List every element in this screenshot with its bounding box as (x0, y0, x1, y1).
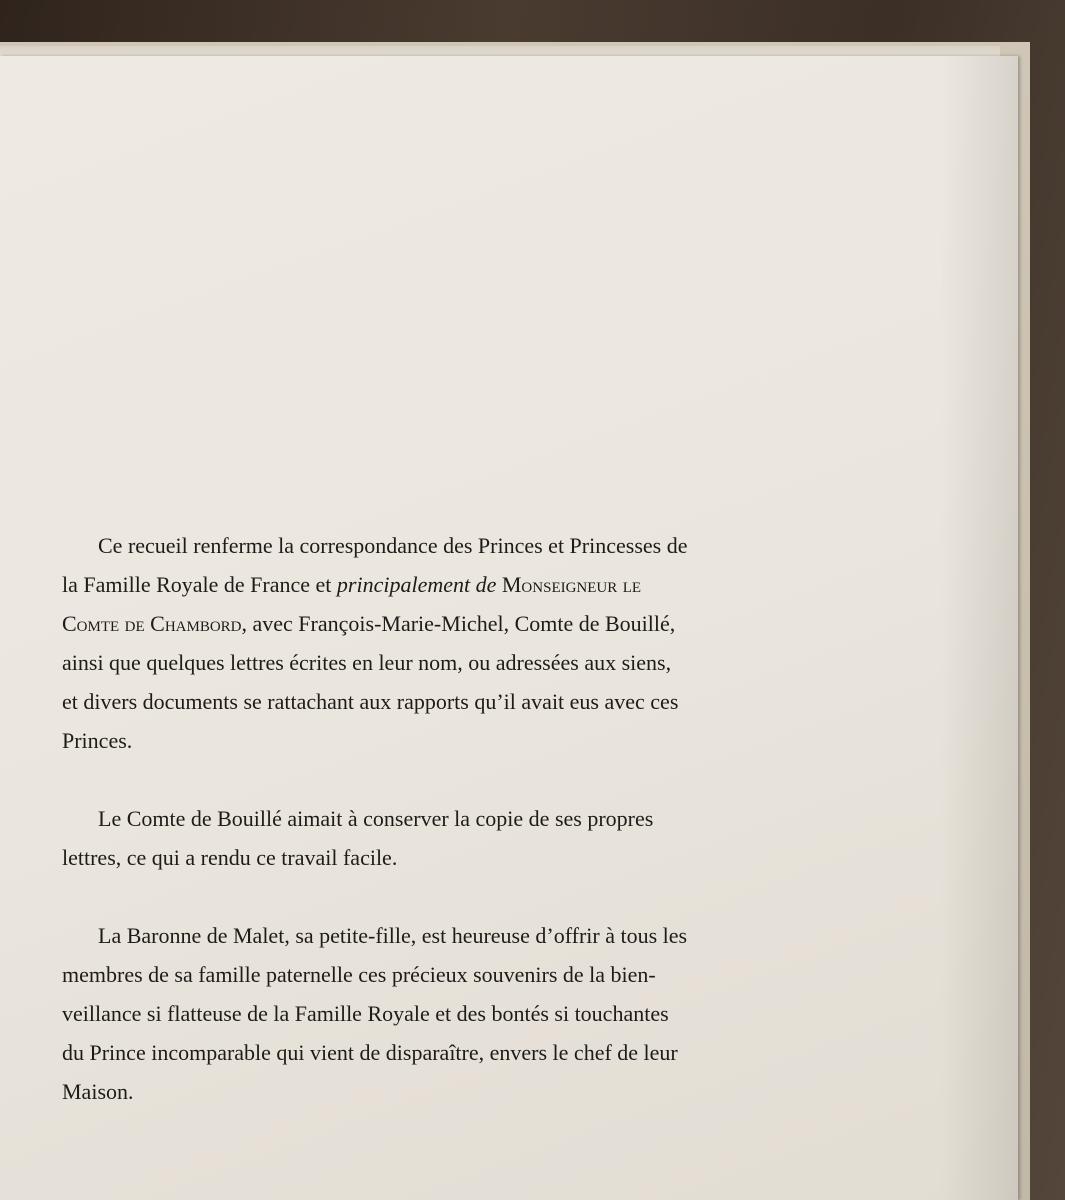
italic-text: principalement de (336, 572, 497, 597)
small-caps-text: Monseigneur le (501, 572, 642, 597)
text-span: du Prince incomparable qui vient de disparaître, envers le chef de leur (62, 1040, 678, 1065)
text-line (62, 643, 822, 682)
text-line (98, 799, 822, 838)
text-line (62, 838, 822, 877)
text-line (62, 994, 822, 1033)
text-line (62, 1033, 822, 1072)
text-line (62, 682, 822, 721)
text-line (62, 955, 822, 994)
paragraph-dedication (62, 916, 822, 1111)
text-line (62, 604, 822, 643)
text-span: , avec François-Marie-Michel, Comte de Bouillé, (241, 611, 676, 636)
text-line (98, 526, 822, 565)
text-span: lettres, ce qui a rendu ce travail facile. (62, 845, 398, 870)
text-line (62, 721, 822, 760)
text-span: et divers documents se rattachant aux rapports qu’il avait eus avec ces (62, 689, 679, 714)
small-caps-text: Comte de Chambord (62, 611, 242, 636)
paragraph-copies (62, 799, 822, 877)
text-line (62, 565, 822, 604)
text-span: Maison. (62, 1079, 134, 1104)
text-line (62, 1072, 822, 1111)
text-span: veillance si flatteuse de la Famille Royale et des bontés si touchantes (62, 1001, 669, 1026)
text-span: ainsi que quelques lettres écrites en leur nom, ou adressées aux siens, (62, 650, 672, 675)
page-shadow (940, 56, 1018, 1200)
text-span: Ce recueil renferme la correspondance des Princes et Princesses de (98, 533, 688, 558)
text-span: La Baronne de Malet, sa petite-fille, est heureuse d’offrir à tous les (98, 923, 688, 948)
text-line (98, 916, 822, 955)
text-span: Princes. (62, 728, 133, 753)
text-span: Le Comte de Bouillé aimait à conserver la copie de ses propres (98, 806, 654, 831)
text-span: membres de sa famille paternelle ces précieux souvenirs de la bien- (62, 962, 656, 987)
paragraph-intro (62, 526, 822, 760)
document-body (62, 526, 822, 1111)
text-span: la Famille Royale de France et (62, 572, 337, 597)
